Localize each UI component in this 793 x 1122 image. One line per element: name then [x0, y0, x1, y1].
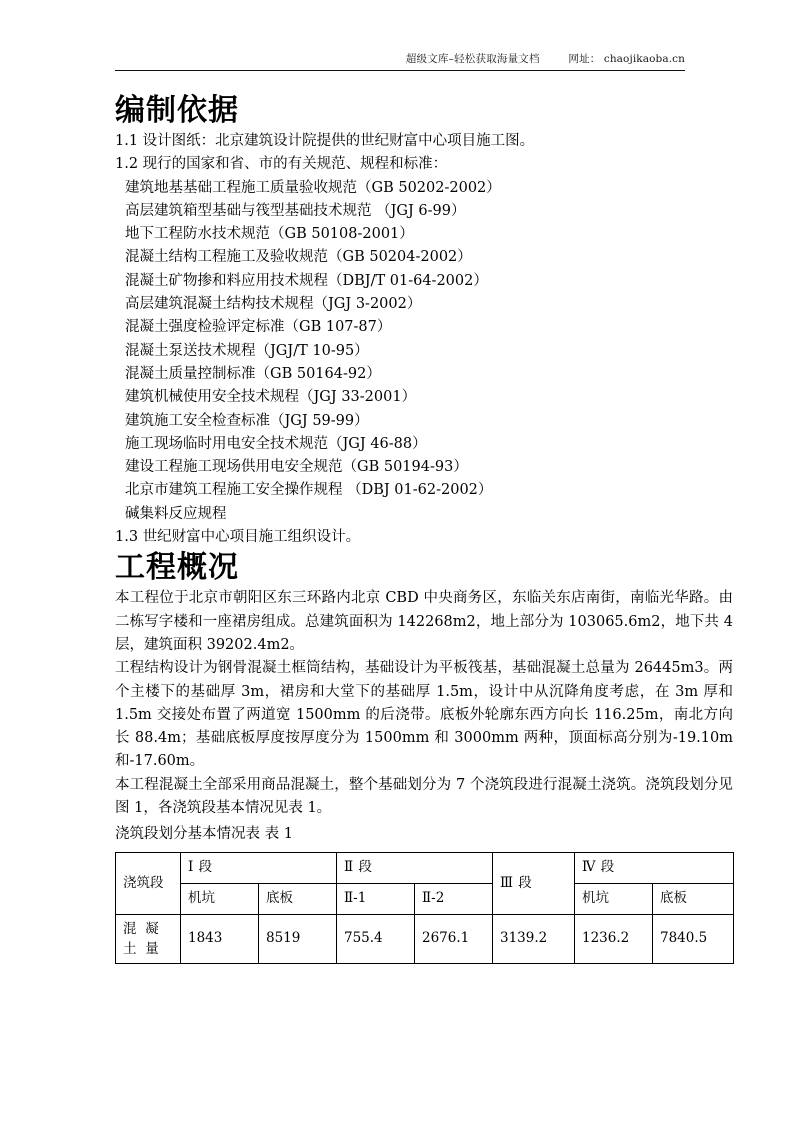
- overview-paragraph-structure: 工程结构设计为钢骨混凝土框筒结构，基础设计为平板筏基，基础混凝土总量为 26445m3。两个主楼下的基础厚 3m，裙房和大堂下的基础厚 1.5m，设计中从沉降角度考虑，在 3m 厚和 1.5m 交接处布置了两道宽 1500mm 的后浇带。底板外轮廓东西方向长 116.25m，南北方向长 88.4m；基础底板厚度按厚度分为 1500mm 和 3000mm 两种，顶面标高分别为-19.10m 和-17.60m。: [115, 660, 733, 770]
- table-subheader-pit-1: 机坑: [181, 883, 259, 914]
- table-cell-value: 1236.2: [575, 914, 653, 963]
- standard-item: 地下工程防水技术规范（GB 50108-2001）: [125, 226, 414, 243]
- standard-item: 施工现场临时用电安全技术规范（JGJ 46-88）: [125, 435, 427, 452]
- clause-1-3: 1.3 世纪财富中心项目施工组织设计。: [115, 529, 361, 546]
- table-cell-value: 3139.2: [493, 914, 575, 963]
- table-row-values: [116, 914, 734, 963]
- clause-1-2: 1.2 现行的国家和省、市的有关规范、规程和标准：: [115, 156, 448, 173]
- header-site-name: 超级文库–轻松获取海量文档: [405, 53, 540, 65]
- document-body: [115, 92, 733, 964]
- table-row-label-segment: 浇筑段: [116, 852, 181, 914]
- table-row-label-volume-text: 混 凝 土 量: [123, 920, 161, 957]
- heading-compilation-basis: 编制依据: [115, 93, 239, 128]
- table-header-segment-2: Ⅱ 段: [337, 852, 493, 883]
- clause-1-1: 1.1 设计图纸：北京建筑设计院提供的世纪财富中心项目施工图。: [115, 133, 535, 149]
- standard-item: 混凝土矿物掺和料应用技术规程（DBJ/T 01-64-2002）: [125, 272, 488, 289]
- table-cell-value: 755.4: [337, 914, 415, 963]
- standard-item: 混凝土结构工程施工及验收规范（GB 50204-2002）: [125, 249, 472, 266]
- table-cell-value: 7840.5: [653, 914, 734, 963]
- standard-item: 混凝土泵送技术规程（JGJ/T 10-95）: [125, 342, 369, 359]
- table-header-segment-3: Ⅲ 段: [493, 852, 575, 914]
- table-subheader-slab-1: 底板: [259, 883, 337, 914]
- table-header-segment-1: Ⅰ 段: [181, 852, 337, 883]
- overview-paragraph-pouring: 本工程混凝土全部采用商品混凝土，整个基础划分为 7 个浇筑段进行混凝土浇筑。浇筑段划分见图 1，各浇筑段基本情况见表 1。: [115, 776, 733, 817]
- table-cell-value: 1843: [181, 914, 259, 963]
- standards-list: [115, 177, 733, 526]
- table-subheader-slab-4: 底板: [653, 883, 734, 914]
- table-row-label-volume: [116, 914, 181, 963]
- table-row-group-headers: [116, 852, 734, 883]
- header-url-label: 网址：: [568, 53, 601, 65]
- standard-item: 混凝土质量控制标准（GB 50164-92）: [125, 365, 381, 382]
- standard-item: 高层建筑箱型基础与筏型基础技术规范 （JGJ 6-99）: [125, 202, 466, 219]
- table-subheader-2-2: Ⅱ-2: [415, 883, 493, 914]
- standard-item: 北京市建筑工程施工安全操作规程 （DBJ 01-62-2002）: [125, 482, 493, 499]
- running-header: [115, 52, 685, 71]
- standard-item: 建筑机械使用安全技术规程（JGJ 33-2001）: [125, 389, 417, 406]
- table-cell-value: 8519: [259, 914, 337, 963]
- overview-paragraph-location: 本工程位于北京市朝阳区东三环路内北京 CBD 中央商务区，东临关东店南街，南临光华路。由二栋写字楼和一座裙房组成。总建筑面积为 142268m2，地上部分为 103065.6m2，地下共 4 层，建筑面积 39202.4m2。: [115, 590, 733, 653]
- table-row-sub-headers: [116, 883, 734, 914]
- standard-item: 建设工程施工现场供用电安全规范（GB 50194-93）: [125, 459, 468, 476]
- table-header-segment-4: Ⅳ 段: [575, 852, 734, 883]
- table-cell-value: 2676.1: [415, 914, 493, 963]
- standard-item: 碱集料反应规程: [125, 505, 227, 522]
- table-subheader-2-1: Ⅱ-1: [337, 883, 415, 914]
- header-url: chaojikaoba.cn: [603, 53, 685, 65]
- standard-item: 高层建筑混凝土结构技术规程（JGJ 3-2002）: [125, 296, 422, 313]
- table-caption: 浇筑段划分基本情况表 表 1: [115, 826, 293, 843]
- pouring-segment-table: [115, 852, 734, 964]
- heading-project-overview: 工程概况: [115, 550, 239, 586]
- standard-item: 建筑施工安全检查标准（JGJ 59-99）: [125, 412, 369, 429]
- standard-item: 混凝土强度检验评定标准（GB 107-87）: [125, 319, 392, 336]
- standard-item: 建筑地基基础工程施工质量验收规范（GB 50202-2002）: [125, 179, 501, 196]
- table-subheader-pit-4: 机坑: [575, 883, 653, 914]
